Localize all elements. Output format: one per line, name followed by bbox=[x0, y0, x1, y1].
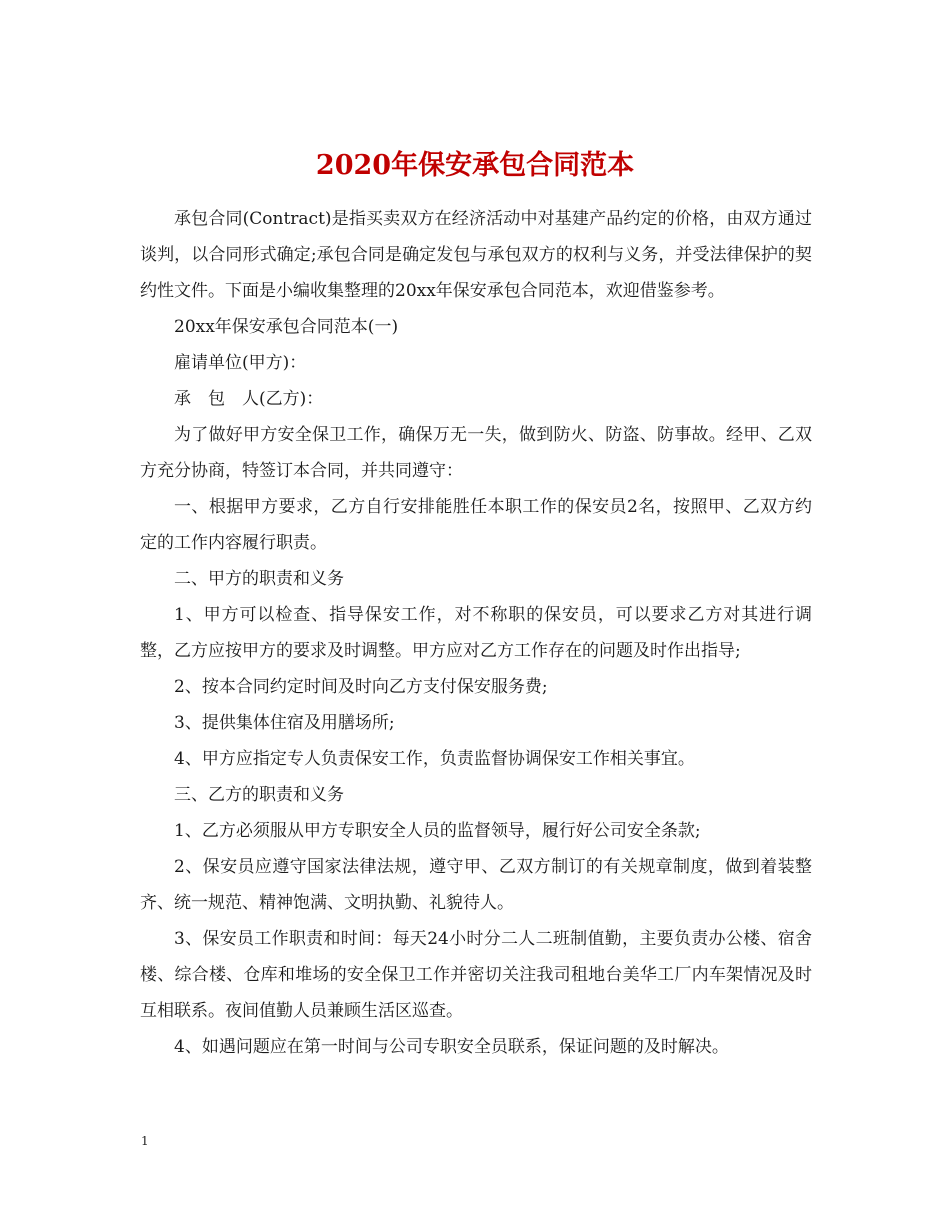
paragraph-clause-2-heading: 二、甲方的职责和义务 bbox=[174, 569, 344, 589]
paragraph-contractor-line: 承 包 人(乙方)： bbox=[174, 389, 324, 409]
paragraph-clause-1: 一、根据甲方要求，乙方自行安排能胜任本职工作的保安员2名，按照甲、乙双方约定的工作内容履行职责。 bbox=[140, 497, 812, 553]
page-number: 1 bbox=[141, 1134, 149, 1148]
paragraph-clause-2-item-1: 1、甲方可以检查、指导保安工作，对不称职的保安员，可以要求乙方对其进行调整，乙方应按甲方的要求及时调整。甲方应对乙方工作存在的问题及时作出指导; bbox=[140, 605, 812, 661]
paragraph-clause-3-heading: 三、乙方的职责和义务 bbox=[174, 785, 344, 805]
paragraph-clause-3-item-4: 4、如遇问题应在第一时间与公司专职安全员联系，保证问题的及时解决。 bbox=[174, 1037, 729, 1057]
paragraph-clause-3-item-2: 2、保安员应遵守国家法律法规，遵守甲、乙双方制订的有关规章制度，做到着装整齐、统一规范、精神饱满、文明执勤、礼貌待人。 bbox=[140, 857, 812, 913]
paragraph-clause-2-item-4: 4、甲方应指定专人负责保安工作，负责监督协调保安工作相关事宜。 bbox=[174, 749, 695, 769]
paragraph-section-heading: 20xx年保安承包合同范本(一) bbox=[174, 317, 399, 337]
paragraph-clause-3-item-3: 3、保安员工作职责和时间：每天24小时分二人二班制值勤，主要负责办公楼、宿舍楼、综合楼、仓库和堆场的安全保卫工作并密切关注我司租地台美华工厂内车架情况及时互相联系。夜间值勤人员兼顾生活区巡查。 bbox=[140, 929, 812, 1021]
paragraph-clause-2-item-2: 2、按本合同约定时间及时向乙方支付保安服务费; bbox=[174, 677, 548, 697]
paragraph-intro: 承包合同(Contract)是指买卖双方在经济活动中对基建产品约定的价格，由双方通过谈判，以合同形式确定;承包合同是确定发包与承包双方的权利与义务，并受法律保护的契约性文件。下面是小编收集整理的20xx年保安承包合同范本，欢迎借鉴参考。 bbox=[140, 209, 812, 301]
paragraph-preamble: 为了做好甲方安全保卫工作，确保万无一失，做到防火、防盗、防事故。经甲、乙双方充分协商，特签订本合同，并共同遵守： bbox=[140, 425, 812, 481]
paragraph-clause-2-item-3: 3、提供集体住宿及用膳场所; bbox=[174, 713, 395, 733]
document-body bbox=[140, 201, 812, 1065]
document-title: 2020年保安承包合同范本 bbox=[315, 150, 635, 182]
paragraph-employer-line: 雇请单位(甲方)： bbox=[174, 353, 307, 373]
paragraph-clause-3-item-1: 1、乙方必须服从甲方专职安全人员的监督领导，履行好公司安全条款; bbox=[174, 821, 701, 841]
